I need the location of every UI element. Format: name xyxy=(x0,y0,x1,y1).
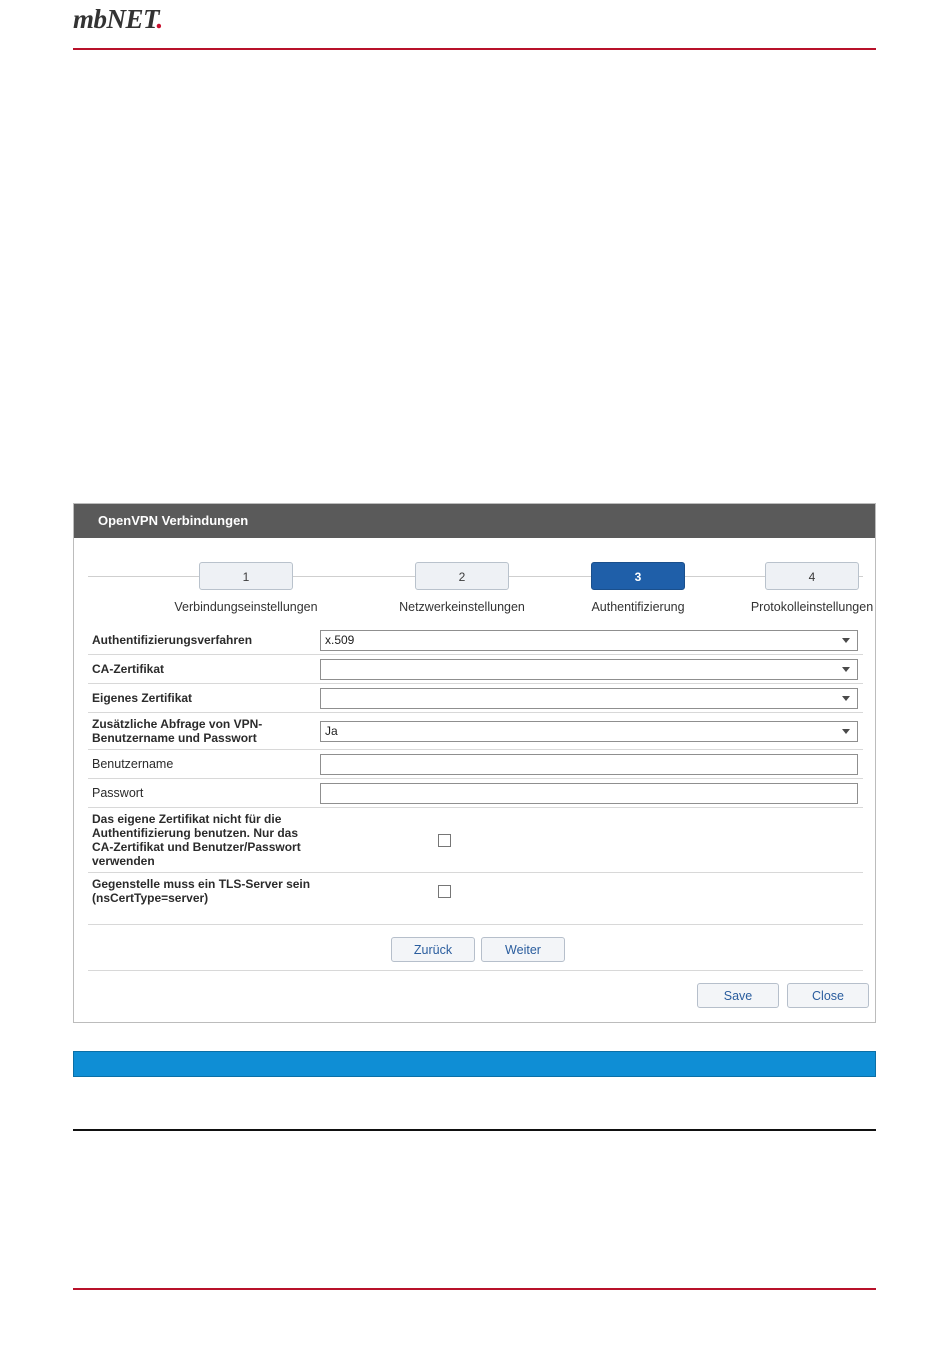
tls-server-checkbox[interactable] xyxy=(438,885,451,898)
auth-method-select[interactable] xyxy=(320,630,858,651)
wizard-step-2[interactable] xyxy=(399,562,525,614)
auth-method-select-wrap xyxy=(320,630,858,651)
wizard-step-2-number[interactable]: 2 xyxy=(415,562,509,590)
footer-divider xyxy=(73,1288,876,1290)
auth-method-field xyxy=(320,627,863,654)
close-button[interactable]: Close xyxy=(787,983,869,1008)
panel-actions xyxy=(88,970,863,1019)
wizard-step-1[interactable] xyxy=(174,562,318,614)
extra-query-select[interactable] xyxy=(320,721,858,742)
wizard-step-3-number[interactable]: 3 xyxy=(591,562,685,590)
own-cert-field xyxy=(320,685,863,712)
header-divider xyxy=(73,48,876,50)
extra-query-select-wrap xyxy=(320,721,858,742)
own-cert-label: Eigenes Zertifikat xyxy=(92,691,193,705)
no-own-cert-label: Das eigene Zertifikat nicht für die Authentifizierung benutzen. Nur das CA-Zertifikat und Benutzer/Passwort verwenden xyxy=(92,812,301,868)
section-divider xyxy=(73,1129,876,1131)
no-own-cert-field xyxy=(320,831,863,850)
wizard-step-3-label: Authentifizierung xyxy=(591,600,685,614)
row-extra-query xyxy=(88,712,863,749)
username-label: Benutzername xyxy=(92,757,174,771)
wizard-step-3[interactable] xyxy=(590,562,686,614)
ca-cert-field xyxy=(320,656,863,683)
authentication-form xyxy=(88,626,863,909)
row-username xyxy=(88,749,863,778)
row-own-cert xyxy=(88,683,863,712)
tls-server-field xyxy=(320,882,863,901)
wizard-step-1-label: Verbindungseinstellungen xyxy=(174,600,318,614)
logo-accent: . xyxy=(156,4,163,34)
own-cert-select-wrap xyxy=(320,688,858,709)
username-input[interactable] xyxy=(320,754,858,775)
openvpn-connections-panel xyxy=(73,503,876,1023)
tls-server-label: Gegenstelle muss ein TLS-Server sein (nsCertType=server) xyxy=(92,877,311,905)
wizard-step-1-number[interactable]: 1 xyxy=(199,562,293,590)
no-own-cert-checkbox[interactable] xyxy=(438,834,451,847)
auth-method-label: Authentifizierungsverfahren xyxy=(92,633,253,647)
extra-query-label: Zusätzliche Abfrage von VPN-Benutzername und Passwort xyxy=(92,717,263,745)
logo-text: mbNET xyxy=(73,4,157,34)
username-field xyxy=(320,751,863,778)
row-no-own-cert xyxy=(88,807,863,872)
mbnet-logo xyxy=(73,4,163,35)
wizard-step-4-number[interactable]: 4 xyxy=(765,562,859,590)
extra-query-field xyxy=(320,718,863,745)
next-button[interactable]: Weiter xyxy=(481,937,565,962)
save-button[interactable]: Save xyxy=(697,983,779,1008)
password-field xyxy=(320,780,863,807)
row-ca-cert xyxy=(88,654,863,683)
password-input[interactable] xyxy=(320,783,858,804)
blue-highlight-band xyxy=(73,1051,876,1077)
ca-cert-select-wrap xyxy=(320,659,858,680)
wizard-step-2-label: Netzwerkeinstellungen xyxy=(399,600,525,614)
row-auth-method xyxy=(88,626,863,654)
wizard-nav xyxy=(88,924,863,971)
own-cert-select[interactable] xyxy=(320,688,858,709)
back-button[interactable]: Zurück xyxy=(391,937,475,962)
ca-cert-select[interactable] xyxy=(320,659,858,680)
wizard-step-4-label: Protokolleinstellungen xyxy=(750,600,874,614)
panel-title: OpenVPN Verbindungen xyxy=(74,504,875,538)
ca-cert-label: CA-Zertifikat xyxy=(92,662,165,676)
password-label: Passwort xyxy=(92,786,144,800)
row-tls-server xyxy=(88,872,863,909)
wizard-step-4[interactable] xyxy=(750,562,874,614)
wizard-steps xyxy=(88,552,874,624)
row-password xyxy=(88,778,863,807)
